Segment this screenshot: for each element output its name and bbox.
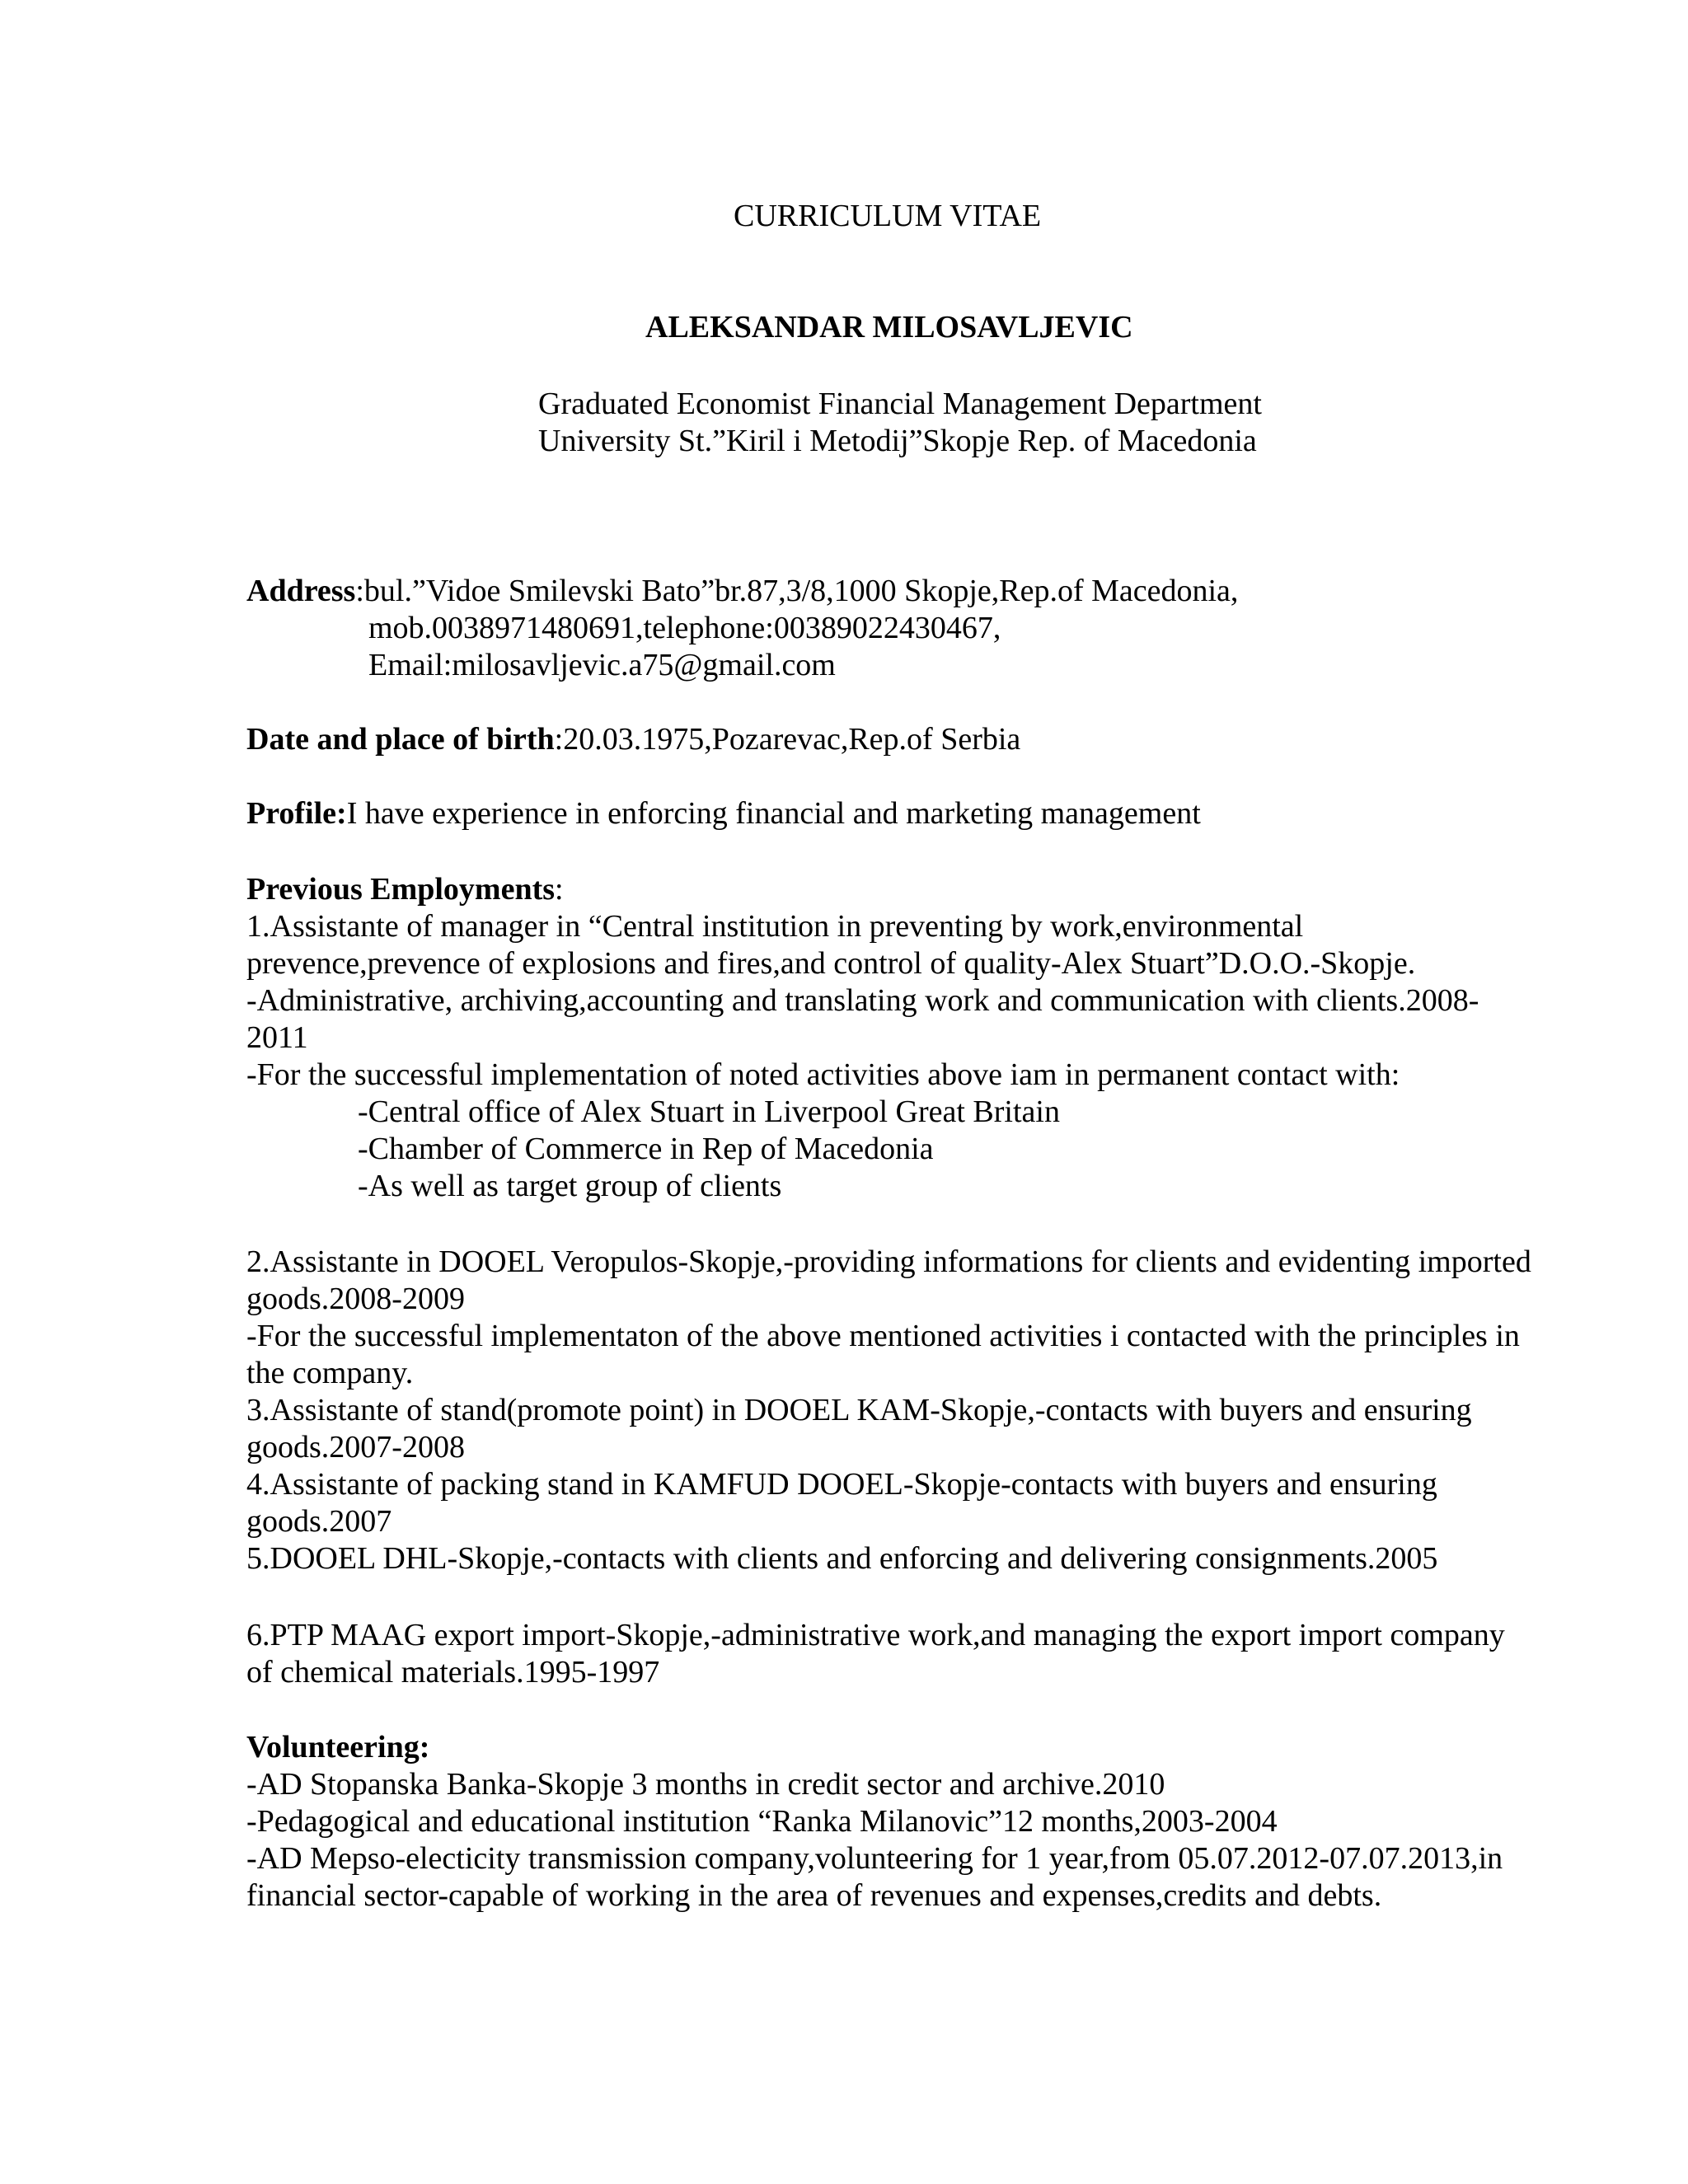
employments-section-2 bbox=[246, 1244, 1598, 1577]
volunteering-section bbox=[246, 1729, 1598, 1915]
employment-line: 4.Assistante of packing stand in KAMFUD DOOEL-Skopje-contacts with buyers and ensuring bbox=[246, 1467, 1437, 1502]
contact-item: -As well as target group of clients bbox=[358, 1169, 782, 1203]
employment-line: 5.DOOEL DHL-Skopje,-contacts with clients and enforcing and delivering consignments.2005 bbox=[246, 1541, 1438, 1576]
birth-section bbox=[246, 721, 1598, 758]
profile-value: I have experience in enforcing financial and marketing management bbox=[346, 796, 1201, 831]
degree-line-2: University St.”Kiril i Metodij”Skopje Rep. of Macedonia bbox=[538, 424, 1257, 458]
employment-line: 2.Assistante in DOOEL Veropulos-Skopje,-providing informations for clients and evidenting imported bbox=[246, 1244, 1531, 1279]
volunteering-label: Volunteering: bbox=[246, 1730, 430, 1765]
volunteering-line: financial sector-capable of working in the area of revenues and expenses,credits and debts. bbox=[246, 1878, 1382, 1913]
employment-line: goods.2007-2008 bbox=[246, 1430, 465, 1465]
person-name: ALEKSANDAR MILOSAVLJEVIC bbox=[645, 310, 1133, 344]
volunteering-line: -AD Mepso-electicity transmission company,volunteering for 1 year,from 05.07.2012-07.07.2013,in bbox=[246, 1841, 1503, 1876]
employments-label: Previous Employments bbox=[246, 872, 556, 907]
employment-line: of chemical materials.1995-1997 bbox=[246, 1655, 660, 1690]
employment-line: 3.Assistante of stand(promote point) in DOOEL KAM-Skopje,-contacts with buyers and ensuring bbox=[246, 1393, 1472, 1427]
contact-item: -Chamber of Commerce in Rep of Macedonia bbox=[358, 1132, 934, 1166]
volunteering-line: -AD Stopanska Banka-Skopje 3 months in credit sector and archive.2010 bbox=[246, 1767, 1165, 1802]
employments-section-3 bbox=[246, 1617, 1598, 1691]
employment-line: -For the successful implementaton of the above mentioned activities i contacted with the principles in bbox=[246, 1319, 1520, 1353]
employment-line: -Administrative, archiving,accounting and translating work and communication with clients.2008- bbox=[246, 983, 1479, 1018]
birth-label: Date and place of birth bbox=[246, 722, 555, 757]
contact-item: -Central office of Alex Stuart in Liverpool Great Britain bbox=[358, 1094, 1060, 1129]
profile-label: Profile: bbox=[246, 796, 347, 831]
employments-section bbox=[246, 871, 1598, 1205]
address-line-1: :bul.”Vidoe Smilevski Bato”br.87,3/8,1000 Skopje,Rep.of Macedonia, bbox=[355, 574, 1239, 608]
employment-line: the company. bbox=[246, 1356, 414, 1390]
employment-line: 6.PTP MAAG export import-Skopje,-administrative work,and managing the export import company bbox=[246, 1618, 1505, 1652]
employment-line: goods.2007 bbox=[246, 1504, 392, 1539]
address-line-3: Email:milosavljevic.a75@gmail.com bbox=[368, 648, 836, 682]
degree-line-1: Graduated Economist Financial Management Department bbox=[538, 387, 1262, 421]
employment-line: prevence,prevence of explosions and fires,and control of quality-Alex Stuart”D.O.O.-Skopje. bbox=[246, 946, 1416, 981]
volunteering-line: -Pedagogical and educational institution “Ranka Milanovic”12 months,2003-2004 bbox=[246, 1804, 1278, 1839]
profile-section bbox=[246, 795, 1598, 832]
employments-label-suffix: : bbox=[555, 872, 564, 907]
employment-line: -For the successful implementation of noted activities above iam in permanent contact with: bbox=[246, 1057, 1400, 1092]
employment-line: goods.2008-2009 bbox=[246, 1282, 465, 1316]
address-label: Address bbox=[246, 574, 356, 608]
employment-line: 1.Assistante of manager in “Central institution in preventing by work,environmental bbox=[246, 909, 1304, 944]
birth-value: :20.03.1975,Pozarevac,Rep.of Serbia bbox=[554, 722, 1021, 757]
document-title: CURRICULUM VITAE bbox=[734, 199, 1042, 233]
address-section bbox=[246, 573, 1598, 684]
address-line-2: mob.0038971480691,telephone:00389022430467, bbox=[368, 611, 1001, 645]
employment-line: 2011 bbox=[246, 1020, 308, 1055]
